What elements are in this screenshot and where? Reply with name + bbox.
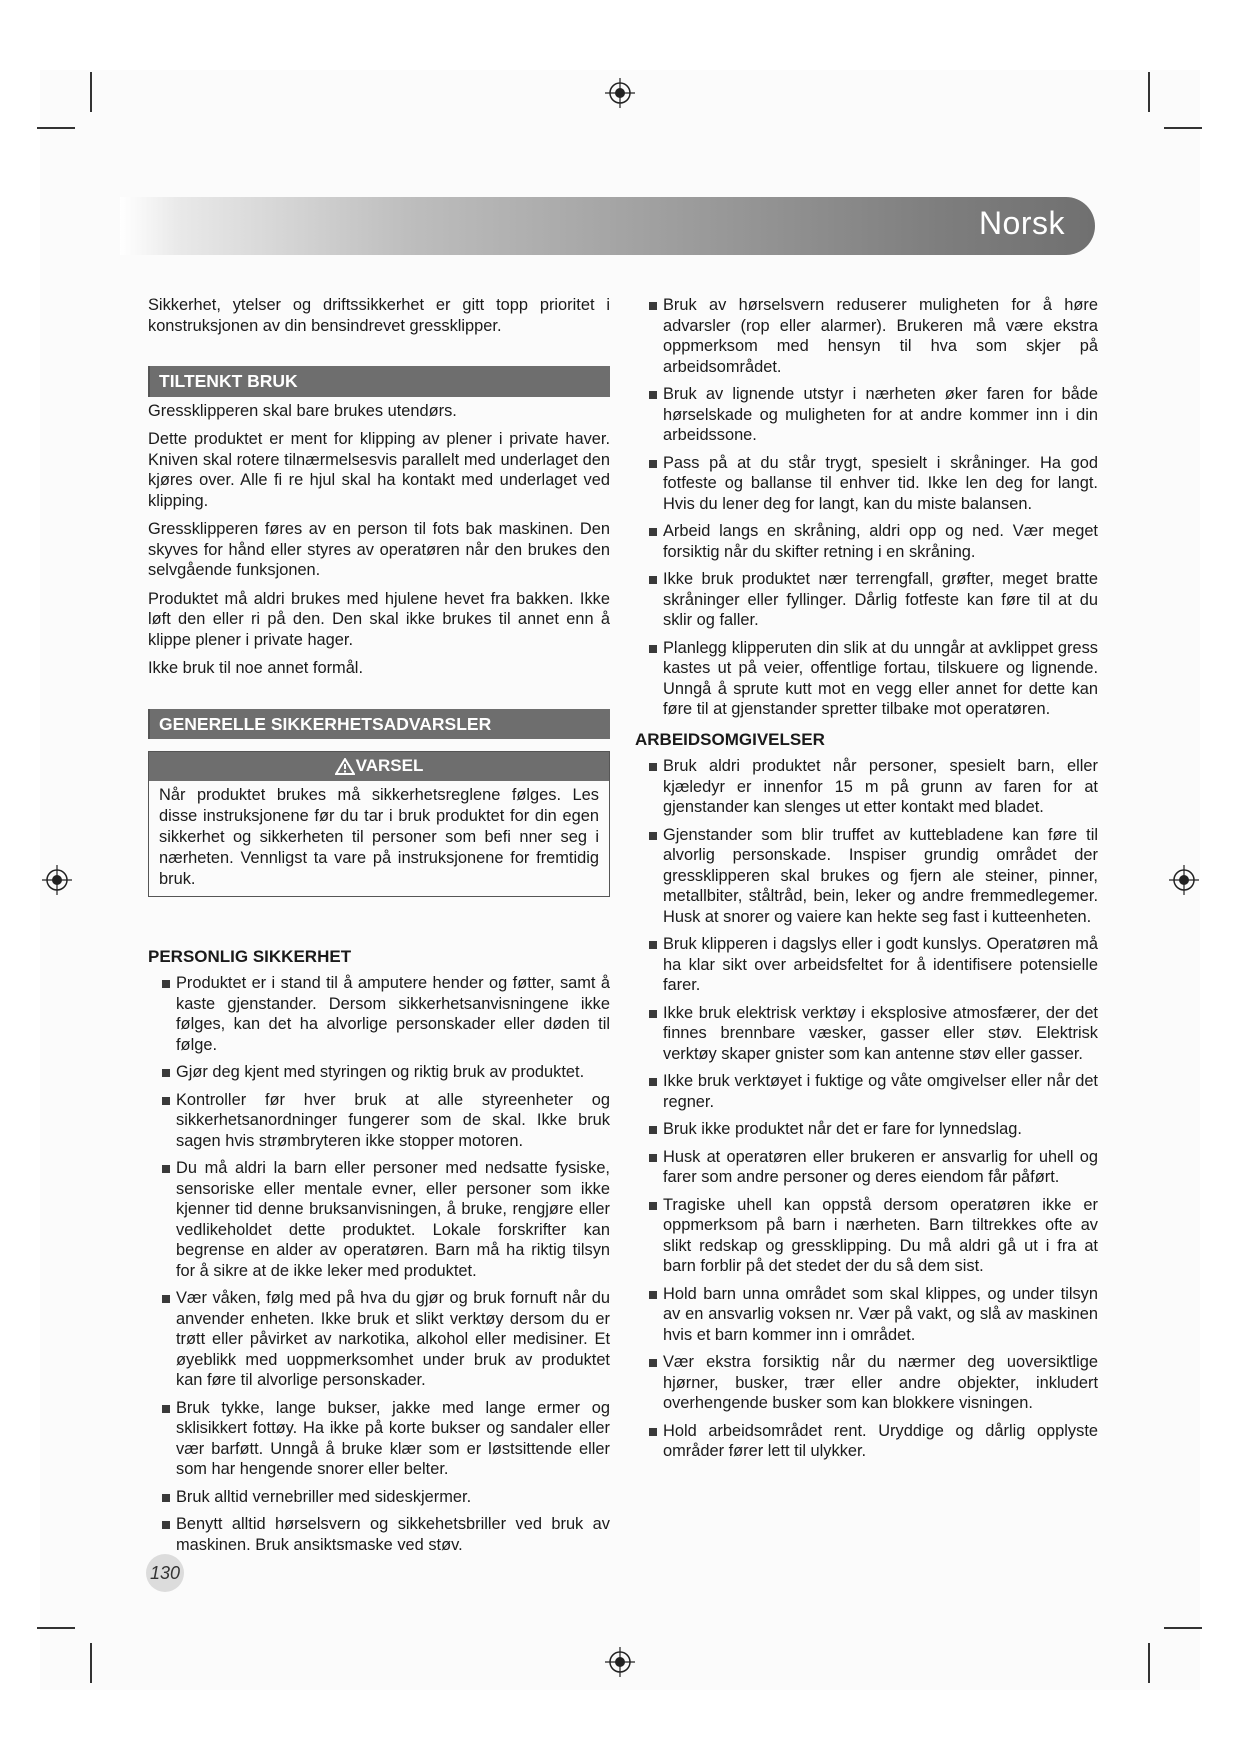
bullet-icon [162, 1405, 170, 1413]
bullet-icon [649, 1126, 657, 1134]
list-item [635, 1421, 1098, 1462]
bullet-icon [649, 832, 657, 840]
warning-box [148, 751, 610, 897]
list-item-text: Benytt alltid hørselsvern og sikkehetsbriller ved bruk av maskinen. Bruk ansiktsmaske ved støv. [176, 1515, 610, 1554]
bullet-icon [649, 528, 657, 536]
list-item-text: Bruk alltid vernebriller med sideskjermer. [176, 1487, 472, 1506]
bullet-icon [649, 1010, 657, 1018]
list-item-text: Bruk av hørselsvern reduserer muligheten for å høre advarsler (rop eller alarmer). Brukeren må være ekstra oppmerksom med hensyn til hva som skjer på arbeidsområdet. [663, 296, 1098, 376]
list-item [148, 1487, 610, 1508]
bullet-icon [649, 1202, 657, 1210]
list-item [148, 1158, 610, 1281]
crop-mark [37, 1627, 75, 1629]
bullet-icon [162, 1521, 170, 1529]
list-item-text: Pass på at du står trygt, spesielt i skråninger. Ha god fotfeste og ballanse til enhver tid. Ikke len deg for langt. Hvis du lener deg for langt, kan du miste balansen. [663, 453, 1098, 513]
bullet-icon [162, 980, 170, 988]
bullet-icon [162, 1097, 170, 1105]
crop-mark [37, 127, 75, 129]
page-number: 130 [146, 1554, 184, 1592]
registration-mark-icon [1169, 865, 1199, 895]
list-item-text: Du må aldri la barn eller personer med nedsatte fysiske, sensoriske eller mentale evner, eller personer som ikke kjenner tid denne bruksanvisningen, å bruke, rengjøre eller vedlikeholdet dette produktet. Lokale forskrifter kan begrense en alder av operatøren. Barn må ha riktig tilsyn for å sikre at de ikke leker med produktet. [176, 1159, 610, 1280]
bullet-icon [649, 1291, 657, 1299]
bullet-icon [649, 941, 657, 949]
list-item [148, 1398, 610, 1480]
list-item [635, 934, 1098, 996]
crop-mark [1164, 127, 1202, 129]
list-item [148, 1090, 610, 1152]
paragraph: Produktet må aldri brukes med hjulene hevet fra bakken. Ikke løft den eller ri på den. Den skal ikke brukes til annet enn å klippe plener i private hager. [148, 589, 610, 649]
right-column [635, 295, 1098, 1469]
list-item [148, 1288, 610, 1391]
list-item [635, 1003, 1098, 1065]
list-item [635, 1352, 1098, 1414]
warning-title: VARSEL [355, 756, 424, 775]
language-banner [120, 197, 1095, 255]
list-item-text: Vær våken, følg med på hva du gjør og bruk fornuft når du anvender enheten. Ikke bruk et slikt verktøy dersom du er trøtt eller påvirket av narkotika, alkohol eller medisiner. Et øyeblikk med uoppmerksomhet under bruk av produktet kan føre til alvorlige personskader. [176, 1289, 610, 1389]
list-item [635, 1147, 1098, 1188]
list-item [635, 1284, 1098, 1346]
list-item-text: Bruk aldri produktet når personer, spesielt barn, eller kjæledyr er innenfor 15 m på grunn av faren for at gjenstander kan slenges ut etter kontakt med bladet. [663, 757, 1098, 816]
bullet-icon [649, 460, 657, 468]
list-item-text: Hold arbeidsområdet rent. Uryddige og dårlig opplyste områder fører lett til ulykker. [663, 1421, 1098, 1460]
crop-mark [90, 1643, 92, 1683]
crop-mark [90, 72, 92, 112]
list-item-text: Ikke bruk elektrisk verktøy i eksplosive atmosfærer, der det finnes brennbare væsker, gasser eller støv. Elektrisk verktøy skaper gnister som kan antenne støv eller gasser. [663, 1003, 1098, 1063]
list-item-text: Ikke bruk produktet nær terrengfall, grøfter, meget bratte skråninger eller fyllinger. Dårlig fotfeste kan føre til at du sklir og faller. [663, 570, 1098, 629]
list-item-text: Husk at operatøren eller brukeren er ansvarlig for uhell og farer som andre personer og deres eiendom får påført. [663, 1147, 1098, 1186]
language-label: Norsk [978, 205, 1065, 241]
warning-text: Når produktet brukes må sikkerhetsreglene følges. Les disse instruksjonene før du tar i bruk produktet for din egen sikkerhet og sikkerheten til personer som befi nner seg i nærheten. Vennligst ta vare på instruksjonene for fremtidig bruk. [159, 785, 599, 888]
paragraph: Gressklipperen føres av en person til fots bak maskinen. Den skyves for hånd eller styres av operatøren når den brukes den selvgående funksjonen. [148, 520, 610, 579]
list-item-text: Gjør deg kjent med styringen og riktig bruk av produktet. [176, 1063, 585, 1081]
list-item [635, 1119, 1098, 1140]
list-item-text: Bruk ikke produktet når det er fare for lynnedslag. [663, 1120, 1022, 1138]
registration-mark-icon [42, 865, 72, 895]
list-item-text: Tragiske uhell kan oppstå dersom operatøren ikke er oppmerksom på barn i nærheten. Barn tiltrekkes ofte av slikt redskap og gressklipping. Du må aldri gå ut i fra at barn forblir på det stedet der du så dem sist. [663, 1195, 1098, 1275]
list-item-text: Bruk tykke, lange bukser, jakke med lange ermer og sklisikkert fottøy. Ha ikke på korte bukser og sandaler eller vær barføtt. Unngå å bruke klær som er løstsittende eller som har hengende snorer eller belter. [176, 1398, 610, 1478]
list-item [635, 756, 1098, 818]
section-heading: TILTENKT BRUK [148, 366, 610, 397]
bullet-list [635, 756, 1098, 1462]
list-item [148, 973, 610, 1055]
section-heading: GENERELLE SIKKERHETSADVARSLER [148, 709, 610, 740]
warning-icon [335, 758, 355, 775]
crop-mark [1148, 72, 1150, 112]
list-item-text: Gjenstander som blir truffet av kuttebladene kan føre til alvorlig personskade. Inspiser grundig området der gressklipperen skal brukes og fjern ale steiner, pinner, metallbiter, ståltråd, bein, leker og andre fremmedlegemer. Husk at snorer og vaiere kan hekte seg fast i kutteenheten. [663, 825, 1098, 926]
bullet-icon [649, 1154, 657, 1162]
paragraph: Gressklipperen skal bare brukes utendørs. [148, 401, 457, 420]
subheading: ARBEIDSOMGIVELSER [635, 729, 825, 749]
intro-paragraph: Sikkerhet, ytelser og driftssikkerhet er gitt topp prioritet i konstruksjonen av din bensindrevet gressklipper. [148, 296, 610, 335]
list-item-text: Kontroller før hver bruk at alle styreenheter og sikkerhetsanordninger fungerer som de skal. Ikke bruk sagen hvis strømbryteren ikke stopper motoren. [176, 1090, 610, 1150]
list-item [635, 295, 1098, 377]
bullet-list [148, 973, 610, 1555]
bullet-icon [649, 1078, 657, 1086]
subheading: PERSONLIG SIKKERHET [148, 946, 352, 966]
spacer [148, 687, 610, 709]
list-item [635, 1071, 1098, 1112]
bullet-icon [649, 763, 657, 771]
left-column [148, 295, 610, 1562]
bullet-icon [162, 1295, 170, 1303]
list-item [635, 825, 1098, 928]
list-item [148, 1514, 610, 1555]
list-item [635, 521, 1098, 562]
registration-mark-icon [605, 1647, 635, 1677]
bullet-icon [649, 576, 657, 584]
list-item-text: Bruk av lignende utstyr i nærheten øker faren for både hørselskade og muligheten for at andre kommer inn i din arbeidssone. [663, 385, 1098, 444]
list-item-text: Vær ekstra forsiktig når du nærmer deg uoversiktlige hjørner, busker, trær eller andre objekter, inkludert overhengende busker som kan blokkere visningen. [663, 1353, 1098, 1412]
list-item-text: Hold barn unna området som skal klippes, og under tilsyn av en ansvarlig voksen nr. Vær på vakt, og slå av maskinen hvis et barn kommer inn i området. [663, 1284, 1098, 1344]
list-item-text: Produktet er i stand til å amputere hender og føtter, samt å kaste gjenstander. Dersom sikkerhetsanvisningene ikke følges, kan det ha alvorlige personskader eller døden til følge. [176, 974, 610, 1054]
list-item [635, 453, 1098, 515]
list-item-text: Ikke bruk verktøyet i fuktige og våte omgivelser eller når det regner. [663, 1072, 1098, 1111]
list-item-text: Arbeid langs en skråning, aldri opp og ned. Vær meget forsiktig når du skifter retning i en skråning. [663, 522, 1098, 561]
bullet-icon [649, 1359, 657, 1367]
registration-mark-icon [605, 78, 635, 108]
crop-mark [1164, 1627, 1202, 1629]
paragraph: Ikke bruk til noe annet formål. [148, 659, 364, 677]
list-item-text: Planlegg klipperuten din slik at du unngår at avklippet gress kastes ut på veier, offentlige fortau, tilskuere og lignende. Unngå å sprute kutt mot en vegg eller annet for dette kan føre til at gjenstander spretter tilbake mot operatøren. [663, 638, 1098, 718]
bullet-icon [649, 391, 657, 399]
bullet-icon [162, 1494, 170, 1502]
bullet-icon [162, 1069, 170, 1077]
list-item [635, 1195, 1098, 1277]
bullet-icon [649, 1428, 657, 1436]
bullet-icon [649, 302, 657, 310]
bullet-icon [162, 1165, 170, 1173]
list-item-text: Bruk klipperen i dagslys eller i godt kunslys. Operatøren må ha klar sikt over arbeidsfeltet for å identifisere potensielle farer. [663, 935, 1098, 994]
paragraph: Dette produktet er ment for klipping av plener i private haver. Kniven skal rotere tilnærmelsesvis parallelt med underlaget den kjøres over. Alle fi re hjul skal ha kontakt med underlaget ved klipping. [148, 430, 610, 510]
bullet-list [635, 295, 1098, 720]
bullet-icon [649, 645, 657, 653]
list-item [635, 569, 1098, 631]
list-item [635, 638, 1098, 720]
warning-header [149, 752, 609, 781]
list-item [635, 384, 1098, 446]
crop-mark [1148, 1643, 1150, 1683]
list-item [148, 1062, 610, 1083]
